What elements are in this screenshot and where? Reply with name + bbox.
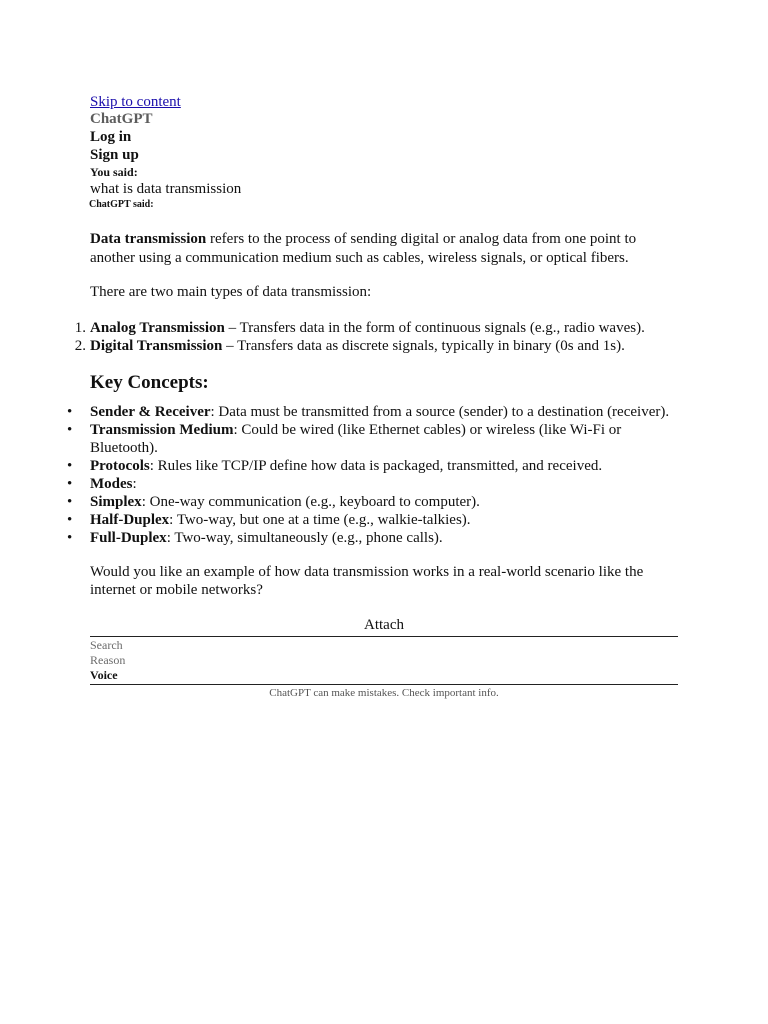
list-term: Digital Transmission — [90, 337, 223, 354]
bullet-icon: • — [67, 475, 73, 492]
user-message: what is data transmission — [90, 181, 242, 197]
list-desc: : One-way communication (e.g., keyboard to computer). — [141, 493, 480, 510]
reason-button[interactable]: Reason — [90, 652, 126, 667]
list-desc: : Two-way, simultaneously (e.g., phone calls). — [166, 529, 443, 546]
list-term: Protocols — [90, 457, 150, 474]
list-item — [74, 319, 678, 337]
list-item — [74, 337, 678, 355]
chat-page — [67, 93, 678, 700]
bullet-icon: • — [67, 529, 73, 546]
list-desc: : Could be wired (like Ethernet cables) or wireless (like Wi-Fi or Bluetooth). — [90, 421, 622, 456]
list-term: Transmission Medium — [90, 421, 234, 438]
list-term: Sender & Receiver — [90, 403, 211, 420]
assistant-response — [67, 230, 678, 600]
message-composer — [90, 616, 678, 700]
key-concepts-list — [67, 403, 678, 547]
intro-paragraph — [90, 230, 678, 267]
list-term: Analog Transmission — [90, 319, 225, 336]
key-concepts-heading: Key Concepts: — [90, 371, 209, 393]
user-label: You said: — [90, 165, 138, 179]
list-item — [67, 475, 678, 493]
list-term: Full-Duplex — [90, 529, 167, 546]
transmission-types-list — [74, 319, 678, 355]
list-item — [67, 421, 678, 457]
intro-term: Data transmission — [90, 231, 207, 247]
bullet-icon: • — [67, 403, 73, 420]
list-desc: : Data must be transmitted from a source (sender) to a destination (receiver). — [210, 403, 670, 420]
intro-text: refers to the process of sending digital or analog data from one point to another using a communication medium such as cables, wireless signals, or optical fibers. — [90, 231, 637, 266]
list-desc: – Transfers data as discrete signals, typically in binary (0s and 1s). — [222, 337, 625, 354]
bullet-icon: • — [67, 457, 73, 474]
list-number: 2. — [74, 337, 86, 354]
attach-button[interactable]: Attach — [90, 616, 678, 637]
search-button[interactable]: Search — [90, 637, 123, 652]
list-desc: : — [132, 475, 137, 492]
brand-title[interactable]: ChatGPT — [90, 111, 153, 127]
list-term: Modes — [90, 475, 133, 492]
signup-button[interactable]: Sign up — [90, 147, 139, 163]
list-term: Half-Duplex — [90, 511, 170, 528]
list-item — [67, 493, 678, 511]
list-number: 1. — [74, 319, 86, 336]
assistant-label: ChatGPT said: — [89, 199, 154, 210]
closing-question: Would you like an example of how data transmission works in a real-world scenario like the internet or mobile networks? — [90, 563, 644, 598]
login-button[interactable]: Log in — [90, 129, 132, 145]
voice-button[interactable]: Voice — [90, 668, 678, 685]
list-term: Simplex — [90, 493, 142, 510]
skip-to-content-link[interactable]: Skip to content — [90, 94, 181, 110]
list-item — [67, 403, 678, 421]
bullet-icon: • — [67, 511, 73, 528]
list-item — [67, 529, 678, 547]
list-desc: : Two-way, but one at a time (e.g., walkie-talkies). — [169, 511, 471, 528]
bullet-icon: • — [67, 493, 73, 510]
list-desc: – Transfers data in the form of continuous signals (e.g., radio waves). — [224, 319, 645, 336]
list-desc: : Rules like TCP/IP define how data is packaged, transmitted, and received. — [149, 457, 603, 474]
disclaimer-text: ChatGPT can make mistakes. Check important info. — [269, 686, 499, 699]
list-item — [67, 511, 678, 529]
list-item — [67, 457, 678, 475]
bullet-icon: • — [67, 421, 73, 438]
types-intro: There are two main types of data transmission: — [90, 284, 372, 300]
